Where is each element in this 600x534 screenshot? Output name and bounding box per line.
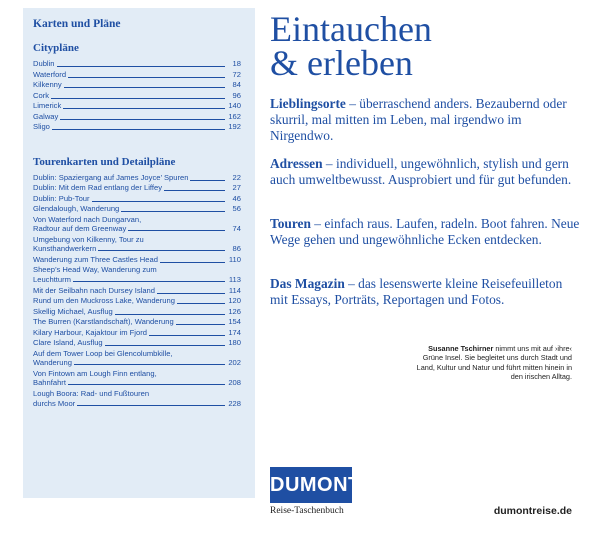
toc-entry-page: 162 bbox=[228, 111, 241, 121]
toc-entry-label: Lough Boora: Rad- und Fußtouren bbox=[33, 388, 150, 398]
leader-line bbox=[157, 293, 225, 294]
toc-entry bbox=[33, 215, 241, 235]
toc-entry bbox=[33, 204, 241, 215]
toc-entry-page: 84 bbox=[232, 80, 241, 89]
toc-entry bbox=[33, 349, 241, 369]
website-link[interactable]: dumontreise.de bbox=[493, 505, 572, 517]
leader-line bbox=[92, 201, 225, 202]
toc-entry-label: The Burren (Karstlandschaft), Wanderung bbox=[33, 317, 174, 327]
leader-line bbox=[105, 345, 225, 346]
toc-entry-page: 72 bbox=[232, 69, 241, 79]
leader-line bbox=[73, 281, 225, 282]
series-name: Reise-Taschenbuch bbox=[270, 506, 344, 516]
leader-line bbox=[68, 384, 225, 385]
contents-inner bbox=[33, 18, 241, 409]
toc-entry-page: 208 bbox=[228, 378, 241, 388]
leader-line bbox=[190, 180, 225, 181]
toc-entry bbox=[33, 122, 241, 133]
toc-entry-label-cont: Leuchtturm bbox=[33, 274, 71, 284]
leader-line bbox=[160, 262, 225, 263]
paragraph-text: – überraschend anders. Bezaubernd oder skurril, mal mitten im Leben, mal irgendwo im Nirgendwo. bbox=[270, 96, 567, 144]
paragraph-magazine bbox=[270, 276, 580, 308]
toc-entry-label: Von Waterford nach Dungarvan, bbox=[33, 214, 142, 224]
toc-entry-label: Glendalough, Wanderung bbox=[33, 204, 120, 213]
toc-entry-label-cont: Kunsthandwerkern bbox=[33, 244, 97, 254]
city-maps-heading: Citypläne bbox=[33, 42, 79, 54]
leader-line bbox=[121, 211, 225, 212]
leader-line bbox=[60, 119, 225, 120]
toc-entry bbox=[33, 255, 241, 266]
toc-entry bbox=[33, 80, 241, 91]
toc-entry-label: Auf dem Tower Loop bei Glencolumbkille, bbox=[33, 348, 173, 358]
toc-entry-label-cont: Radtour auf dem Greenway bbox=[33, 224, 127, 234]
toc-entry bbox=[33, 112, 241, 123]
paragraph-text: – individuell, ungewöhnlich, stylish und gern auch umweltbewusst. Ausprobiert und für gut befunden. bbox=[270, 156, 572, 188]
toc-entry-page: 140 bbox=[228, 101, 241, 110]
toc-entry-label: Cork bbox=[33, 90, 50, 100]
toc-entry-page: 74 bbox=[232, 224, 241, 234]
leader-line bbox=[164, 190, 225, 191]
toc-entry-page: 114 bbox=[228, 285, 241, 295]
leader-line bbox=[128, 230, 225, 231]
toc-entry bbox=[33, 369, 241, 389]
toc-entry-label: Dublin: Spaziergang auf James Joyce’ Spuren bbox=[33, 172, 189, 182]
toc-entry-page: 110 bbox=[228, 254, 241, 264]
toc-entry-label: Sligo bbox=[33, 122, 50, 131]
toc-entry bbox=[33, 286, 241, 297]
toc-entry-page: 113 bbox=[228, 274, 241, 284]
toc-entry-page: 126 bbox=[228, 306, 241, 316]
toc-entry-label: Mit der Seilbahn nach Dursey Island bbox=[33, 285, 155, 295]
paragraph-text: – das lesenswerte kleine Reisefeuilleton mit Essays, Porträts, Reportagen und Fotos. bbox=[270, 276, 563, 308]
leader-line bbox=[68, 77, 225, 78]
toc-entry-page: 56 bbox=[232, 204, 241, 213]
paragraph-favorite-places bbox=[270, 96, 580, 145]
paragraph-keyword: Adressen bbox=[270, 156, 323, 171]
toc-entry bbox=[33, 235, 241, 255]
city-maps-list bbox=[33, 59, 241, 133]
toc-entry bbox=[33, 265, 241, 285]
headline-line-1: Eintauchen bbox=[270, 9, 432, 49]
toc-entry-page: 120 bbox=[228, 296, 241, 306]
toc-entry-label: Limerick bbox=[33, 101, 62, 110]
toc-entry-page: 22 bbox=[232, 172, 241, 182]
paragraph-keyword: Touren bbox=[270, 216, 311, 231]
leader-line bbox=[52, 129, 225, 130]
author-note bbox=[410, 344, 572, 382]
toc-entry bbox=[33, 183, 241, 194]
toc-entry-label: Galway bbox=[33, 111, 59, 121]
toc-entry bbox=[33, 91, 241, 102]
toc-entry-label: Sheep’s Head Way, Wanderung zum bbox=[33, 265, 157, 275]
leader-line bbox=[63, 108, 225, 109]
toc-entry-page: 86 bbox=[232, 244, 241, 254]
toc-entry-page: 180 bbox=[228, 338, 241, 348]
leader-line bbox=[115, 314, 225, 315]
toc-entry-page: 174 bbox=[228, 327, 241, 337]
toc-entry-page: 18 bbox=[232, 59, 241, 68]
toc-entry-label: Kilkenny bbox=[33, 80, 62, 89]
paragraph-keyword: Das Magazin bbox=[270, 276, 345, 291]
tour-maps-heading: Tourenkarten und Detailpläne bbox=[33, 155, 176, 168]
toc-entry bbox=[33, 173, 241, 184]
leader-line bbox=[51, 98, 225, 99]
toc-entry bbox=[33, 317, 241, 328]
toc-entry-label: Waterford bbox=[33, 69, 67, 79]
leader-line bbox=[176, 324, 225, 325]
toc-entry-label: Skellig Michael, Ausflug bbox=[33, 306, 113, 316]
dumont-logo: DUMONT bbox=[270, 467, 352, 503]
toc-entry-label: Dublin: Mit dem Rad entlang der Liffey bbox=[33, 183, 163, 192]
toc-entry-page: 27 bbox=[232, 183, 241, 192]
tour-maps-list bbox=[33, 173, 241, 410]
toc-entry bbox=[33, 59, 241, 70]
section-title: Karten und Pläne bbox=[33, 18, 121, 30]
toc-entry bbox=[33, 296, 241, 307]
leader-line bbox=[98, 250, 225, 251]
toc-entry-label: Dublin bbox=[33, 59, 55, 68]
toc-entry-label: Von Fintown am Lough Finn entlang, bbox=[33, 368, 157, 378]
toc-entry-label-cont: Bahnfahrt bbox=[33, 378, 66, 388]
toc-entry bbox=[33, 338, 241, 349]
toc-entry-label: Kilary Harbour, Kajaktour im Fjord bbox=[33, 327, 147, 337]
toc-entry-label: Clare Island, Ausflug bbox=[33, 338, 103, 348]
leader-line bbox=[64, 87, 225, 88]
paragraph-tours bbox=[270, 216, 580, 248]
toc-entry-label: Dublin: Pub-Tour bbox=[33, 193, 90, 203]
toc-entry-label: Umgebung von Kilkenny, Tour zu bbox=[33, 234, 144, 244]
toc-entry bbox=[33, 70, 241, 81]
toc-entry bbox=[33, 328, 241, 339]
toc-entry-page: 202 bbox=[228, 358, 241, 368]
author-name: Susanne Tschirner bbox=[428, 344, 494, 353]
toc-entry-label-cont: durchs Moor bbox=[33, 398, 76, 408]
headline-line-2: & erleben bbox=[270, 43, 413, 83]
toc-entry-page: 96 bbox=[232, 90, 241, 100]
toc-entry-page: 228 bbox=[228, 398, 241, 408]
toc-entry bbox=[33, 389, 241, 409]
contents-panel bbox=[23, 8, 255, 498]
leader-line bbox=[177, 303, 225, 304]
leader-line bbox=[149, 335, 225, 336]
headline bbox=[270, 9, 432, 83]
toc-entry-label-cont: Wanderung bbox=[33, 358, 72, 368]
leader-line bbox=[77, 405, 225, 406]
toc-entry-page: 46 bbox=[232, 193, 241, 203]
toc-entry-page: 154 bbox=[228, 317, 241, 327]
toc-entry bbox=[33, 101, 241, 112]
leader-line bbox=[57, 66, 225, 67]
toc-entry-label: Rund um den Muckross Lake, Wanderung bbox=[33, 296, 175, 306]
author-description: nimmt uns mit auf ›ihre‹ Grüne Insel. Sie begleitet uns durch Stadt und Land, Kultur und Natur und führt mitten hinein in den irischen Alltag. bbox=[416, 344, 572, 382]
paragraph-keyword: Lieblingsorte bbox=[270, 96, 346, 111]
paragraph-addresses bbox=[270, 156, 580, 188]
toc-entry bbox=[33, 194, 241, 205]
paragraph-text: – einfach raus. Laufen, radeln. Boot fahren. Neue Wege gehen und ungewöhnliche Ecken entdecken. bbox=[270, 216, 580, 248]
toc-entry-label: Wanderung zum Three Castles Head bbox=[33, 254, 158, 264]
toc-entry-page: 192 bbox=[228, 122, 241, 131]
toc-entry bbox=[33, 307, 241, 318]
leader-line bbox=[74, 364, 225, 365]
